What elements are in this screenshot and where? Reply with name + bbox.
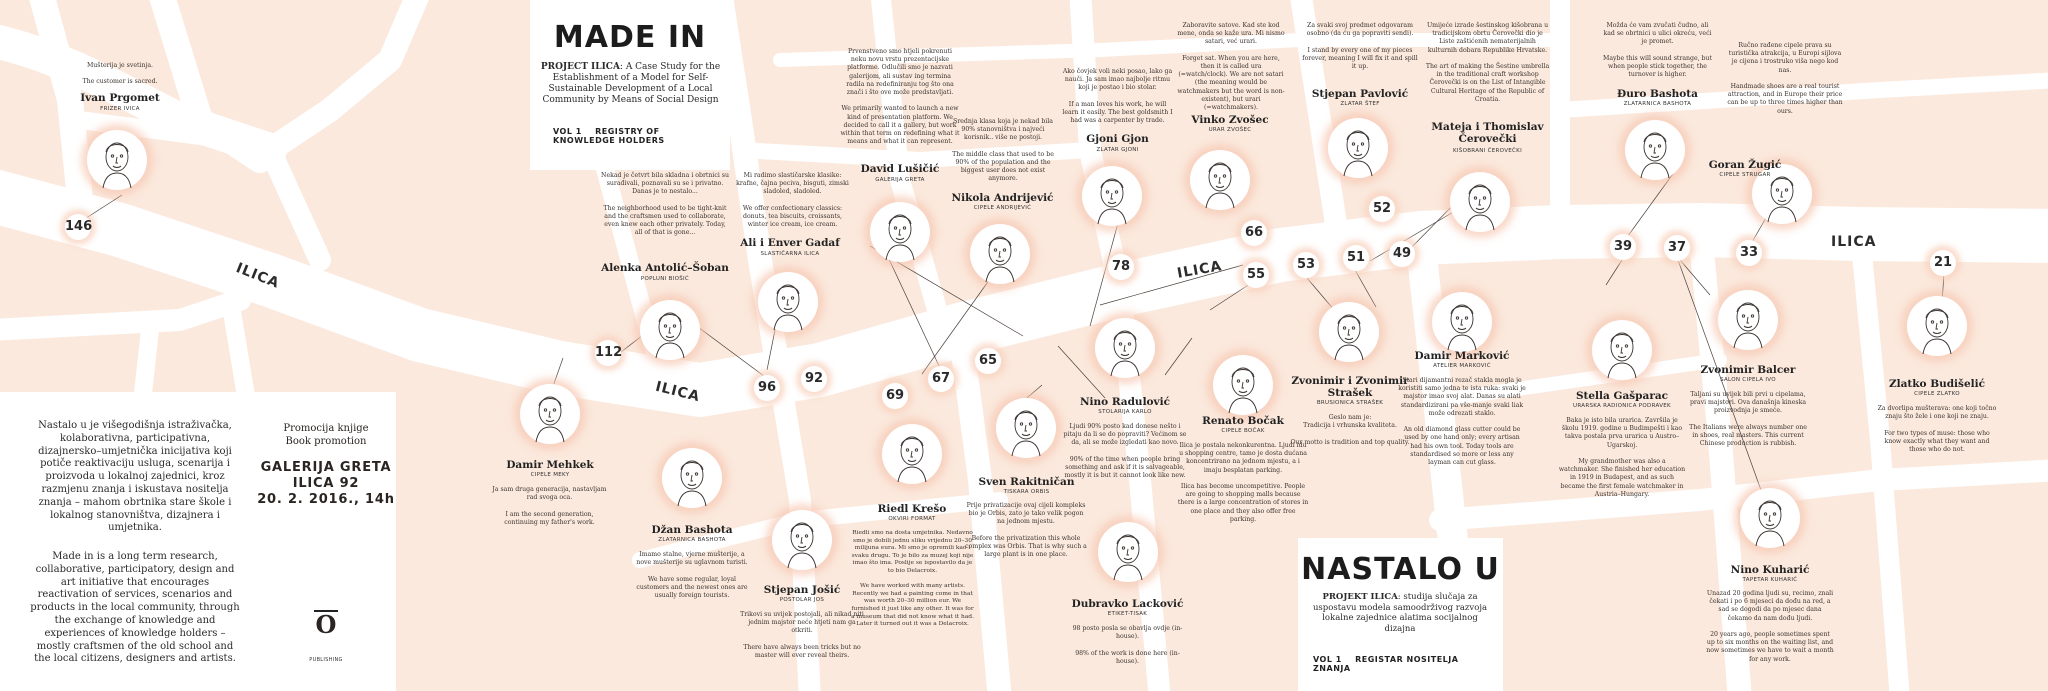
quote-nikola-andrijevic: Srednja klasa koja je nekad bila 90% stanovništva i najveći korisnik.. više ne postoji. The middle class that used to be 90% of the population and the biggest user does not exist anymore. [952,118,1054,183]
name-damir-mehkek: Damir Mehkek [506,459,594,471]
name-sven-rakitnican: Sven Rakitničan [978,476,1075,488]
face-drawing-icon [1082,166,1142,226]
footer-project-lead: PROJEKT ILICA [1322,592,1398,602]
house-number-marker: 33 [1736,240,1762,266]
shop-strasek: BRUSIONICA STRAŠEK [1316,400,1384,406]
name-gjoni-gjon: Gjoni Gjon [1086,133,1149,145]
house-number-marker: 39 [1610,234,1636,260]
name-zlatko-budiselic: Zlatko Budišelić [1888,378,1986,390]
quote-sven-rakitnican: Prije privatizacije ovaj cijeli kompleks bio je Orbis, zato je tako velik pogon na jednom mjestu. Before the privatization this whole complex was Orbis. That is why such a large plant is in one place. [965,502,1087,559]
face-drawing-icon [1319,302,1379,362]
footer-title: NASTALO U [1301,552,1500,587]
name-vinko-zvosec: Vinko Zvošec [1191,114,1269,126]
face-drawing-icon [1190,150,1250,210]
face-drawing-icon [1625,120,1685,180]
name-cerovecki: Mateja i Thomislav Čerovečki [1431,121,1544,145]
name-ali-enver-gadaf: Ali i Enver Gadaf [740,237,840,249]
shop-dzan-bashota: ZLATARNICA BASHOTA [658,537,726,543]
face-drawing-icon [1740,488,1800,548]
quote-stella-gasparac: Baka je isto bila urarica. Završila je školu 1919. godine u Budimpešti i kao takva postala prva urarica u Austro–Ugarskoj. My grandmother was also a watchmaker. She finished her education in 1919 in Budapest, and as such became the first female watchmaker in Austria–Hungary. [1558,417,1686,498]
portrait-renato-bocak [1213,355,1273,415]
publisher-name: PUBLISHING [309,657,343,663]
header-volume [553,127,723,145]
page-title: MADE IN [553,20,707,55]
name-dzan-bashota: Džan Bashota [651,524,733,536]
shop-zlatko-budiselic: CIPELE ZLATKO [1914,391,1960,397]
quote-zvonimir-balcer: Taljani su uvijek bili prvi u cipelama, pravi majstori. Ova današnja kineska proizvodnja je smeće. The Italians were always number one in shoes, real masters. This current Chinese production is rubbish. [1689,391,1807,448]
name-dubravko-lackovic: Dubravko Lacković [1071,598,1184,610]
shop-vinko-zvosec: URAR ZVOŠEC [1208,127,1252,133]
face-drawing-icon [640,300,700,360]
portrait-stjepan-josic [772,510,832,570]
shop-renato-bocak: CIPELE BOČAK [1221,428,1265,434]
name-strasek: Zvonimir i Zvonimir Strašek [1291,375,1409,399]
portrait-duro-bashota [1625,120,1685,180]
name-damir-markovic: Damir Marković [1414,350,1510,362]
portrait-zvonimir-balcer [1718,290,1778,350]
shop-nino-radulovic: STOLARIJA KARLO [1098,409,1152,415]
quote-stjepan-josic: Trikovi su uvijek postojali, ali nikad niti jednim majstor neće htjeti nam ga otkriti. There have always been tricks but no master will ever reveal theirs. [740,611,864,660]
quote-alenka-antolic-soban: Nekad je četvrt bila skladna i obrtnici su surađivali, poznavali su se i privatno. Danas je to nestalo... The neighborhood used to be tight-knit and the craftsmen used to collaborate, even knew each other privately. Today, all of that is gone... [601,172,729,237]
portrait-strasek [1319,302,1379,362]
house-number-marker: 146 [65,214,91,240]
face-drawing-icon [662,448,722,508]
intro-english: Made in is a long term research, collaborative, participatory, design and art initiative that encourages reactivation of services, scenarios and products in the local community, through the exchange of knowledge and experiences of knowledge holders – mostly craftsmen of the old school and the local citizens, designers and artists. [30,551,240,665]
portrait-ali-enver-gadaf [758,272,818,332]
portrait-ivan-prgomet [87,130,147,190]
face-drawing-icon [1095,318,1155,378]
name-stella-gasparac: Stella Gašparac [1575,390,1669,402]
portrait-gjoni-gjon [1082,166,1142,226]
face-drawing-icon [882,424,942,484]
face-drawing-icon [1328,118,1388,178]
face-drawing-icon [1592,320,1652,380]
face-drawing-icon [758,272,818,332]
house-number-marker: 53 [1293,252,1319,278]
portrait-riedl-kreso [882,424,942,484]
street-label-ilica: ILICA [653,378,702,406]
house-number-marker: 78 [1108,254,1134,280]
shop-goran-zugic: CIPELE STRUGAR [1719,172,1771,178]
portrait-stjepan-pavlovic [1328,118,1388,178]
promo-label-hr: Promocija knjige [283,423,369,434]
portrait-stella-gasparac [1592,320,1652,380]
house-number-marker: 52 [1369,196,1395,222]
name-nino-kuharic: Nino Kuharić [1730,564,1810,576]
name-nikola-andrijevic: Nikola Andrijević [951,192,1054,204]
face-drawing-icon [520,384,580,444]
quote-nino-radulovic: Ljudi 90% posto kad donese nešto i pitaju da li se do popraviti? Većinom se da, ali se može izgledati kao novo. 90% of the time when people bring something and ask if it is salvageable, mostly it is but it cannot look like new. [1063,423,1187,480]
shop-david-lusicic: GALERIJA GRETA [875,177,925,183]
house-number-marker: 55 [1243,262,1269,288]
portrait-david-lusicic [870,202,930,262]
name-zvonimir-balcer: Zvonimir Balcer [1700,364,1796,376]
house-number-marker: 69 [882,383,908,409]
shop-ali-enver-gadaf: SLASTIČARNA ILICA [760,251,820,257]
quote-cerovecki: Umijeće izrade šestinskog kišobrana u tradicijskom obrtu Čerovečki dio je Liste zaštićenih nematerijalnih kulturnih dobara Republike Hrvatske. The art of making the Šestine umbrella in the traditional craft workshop Čerovečki is on the List of Intangible Cultural Heritage of the Republic of Croatia. [1425,22,1550,103]
face-drawing-icon [870,202,930,262]
quote-ali-enver-gadaf: Mi radimo slastičarske klasike: krafne, čajna peciva, bisguti, zimski sladoled, sladoled. We offer confectionary classics: donuts, tea biscuits, croissants, winter ice cream, ice cream. [736,172,849,229]
face-drawing-icon [1213,355,1273,415]
face-drawing-icon [1098,522,1158,582]
intro-croatian: Nastalo u je višegodišnja istraživačka, kolaborativna, participativna, dizajnersko–umjetnička inicijativa koji potiče reaktivaciju usluga, scenarija i proizvoda u lokalnoj zajednici, kroz razmjenu znanja i iskustava nositelja znanja – mahom obrtnika stare škole i lokalnog stanovništva, dizajnera i umjetnika. [38,420,232,534]
publisher-logo [314,610,338,638]
shop-riedl-kreso: OKVIRI FORMAT [888,516,936,522]
face-drawing-icon [1450,172,1510,232]
quote-vinko-zvosec: Zaboravite satove. Kad ste kod mene, onda se kaže ura. Mi nismo satari, već urari. Forget sat. When you are here, then it is called ura (=watch/clock). We are not satari (the meaning would be watchmakers but the word is non-existent), but urari (=watchmakers). [1177,22,1285,112]
portrait-sven-rakitnican [996,398,1056,458]
house-number-marker: 37 [1664,235,1690,261]
house-number-marker: 67 [928,366,954,392]
name-duro-bashota: Đuro Bashota [1617,88,1698,100]
portrait-zlatko-budiselic [1907,296,1967,356]
street-label-ilica: ILICA [1831,234,1877,250]
header-project-text: : A Case Study for the Establishment of a Model for Self-Sustainable Development of a Local Community by Means of Social Design [542,62,721,105]
portrait-alenka-antolic-soban [640,300,700,360]
name-stjepan-josic: Stjepan Jošić [763,584,841,596]
name-riedl-kreso: Riedl Krešo [877,503,947,515]
quote-dubravko-lackovic: 98 posto posla se obavlja ovdje (in-house). 98% of the work is done here (in-house). [1072,625,1183,665]
shop-ivan-prgomet: FRIZER IVICA [100,106,140,112]
promo-venue: GALERIJA GRETA [260,460,392,475]
portrait-dzan-bashota [662,448,722,508]
shop-stjepan-josic: POSTOLAR JOS [779,597,825,603]
promo-address: ILICA 92 [292,476,360,491]
street-label-ilica: ILICA [1175,258,1224,282]
house-number-marker: 51 [1343,245,1369,271]
portrait-dubravko-lackovic [1098,522,1158,582]
portrait-vinko-zvosec [1190,150,1250,210]
footer-volume-title: REGISTAR NOSITELJA ZNANJA [1313,655,1459,673]
house-number-marker: 92 [801,366,827,392]
house-number-marker: 21 [1930,250,1956,276]
name-goran-zugic-main: Goran Žugić [1708,159,1782,171]
shop-cerovecki: KIŠOBRANI ČEROVEČKI [1452,148,1523,154]
quote-zlatko-budiselic: Za dvorlipa mušterava: one koji točno znaju što žele i one koji ne znaju. For two types of muse: those who know exactly what they want and those who do not. [1877,405,1997,454]
portrait-cerovecki [1450,172,1510,232]
quote-nino-kuharic: Unazad 20 godina ljudi su, recimo, znali čekati i po 6 mjeseci da dođu na red, a sad se dogodi da po mjesec dana čekamo da nam dođu ljudi. 20 years ago, people sometimes spent up to six months on the waiting list, and now sometimes we have to wait a month for any work. [1706,590,1834,663]
footer-project-text: : studija slučaja za uspostavu modela samoodrživog razvoja lokalne zajednice alatima socijalnog dizajna [1312,592,1488,634]
shop-damir-mehkek: CIPELE MEKY [530,472,570,478]
header-project-lead: PROJECT ILICA [540,62,620,72]
name-renato-bocak: Renato Bočak [1202,415,1284,427]
footer-volume [1313,655,1498,673]
promo-label-en: Book promotion [285,436,367,447]
portrait-nino-kuharic [1740,488,1800,548]
portrait-nino-radulovic [1095,318,1155,378]
quote-riedl-kreso: Riedli smo na dosta umjetnika. Nedavno smo je dobili jednu sliku vrijednu 20–30 milijuna eura. Mi smo je opremili kao i svaku drugu. To je bilo za muzej koji nije imao što ima. Poslije se ispostavilo da je to bio Delacroix. We have worked with many artists. Recently we had a painting come in that was worth 20–30 million eur. We furnished it just like any other. It was for a museum that did not know what it had. Later it turned out it was a Delacroix. [851,530,974,628]
quote-david-lusicic: Prvenstveno smo htjeli pokrenuti neku novu vrstu prezentacijske platforme. Odlučili smo je nazvati galerijom, ali sustav ing termina radila na redefiniranju tog što ona znači i što ove može predstavljati. We primarily wanted to launch a new kind of presentation platform. We decided to call it a gallery, but work within that term on redefining what it means and what it can represent. [840,48,960,146]
shop-stjepan-pavlovic: ZLATAR ŠTEF [1340,101,1380,107]
publisher-logo-icon: O [315,610,337,639]
header-volume-number: VOL 1 [553,127,582,136]
name-david-lusicic: David Lušičić [860,163,940,175]
quote-duro-bashota: Možda će vam zvučati čudno, ali kad se obrtnici u ulici okreću, veći je promet. Maybe this will sound strange, but when people stick together, the turnover is higher. [1603,22,1712,79]
shop-alenka-antolic-soban: POPLUNI BIOŠIĆ [640,276,690,282]
shop-nikola-andrijevic: CIPELE ANDRIJEVIĆ [973,205,1032,211]
face-drawing-icon [996,398,1056,458]
name-ivan-prgomet: Ivan Prgomet [80,92,160,104]
face-drawing-icon [1432,292,1492,352]
shop-duro-bashota: ZLATARNICA BASHOTA [1623,101,1692,107]
face-drawing-icon [970,224,1030,284]
house-number-marker: 66 [1241,220,1267,246]
name-alenka-antolic-soban: Alenka Antolić–Šoban [601,262,729,274]
quote-dzan-bashota: Imamo stalne, vjerne mušterije, a nove mušterije su uglavnom turisti. We have some regular, loyal customers and the newest ones are usually foreign tourists. [636,551,748,600]
portrait-damir-mehkek [520,384,580,444]
quote-stjepan-pavlovic: Za svaki svoj predmet odgovaram osobno (da ću ga popraviti sendi). I stand by every one of my pieces forever, meaning I will fix it and spill it up. [1302,22,1418,71]
quote-strasek: Geslo nam je: Tradicija i vrhunska kvaliteta. Our motto is tradition and top quality. [1290,414,1410,446]
face-drawing-icon [87,130,147,190]
portrait-nikola-andrijevic [970,224,1030,284]
face-drawing-icon [1907,296,1967,356]
street-label-ilica: ILICA [233,260,282,292]
quote-damir-mehkek: Ja sam druga generacija, nastavljam rad svoga oca. I am the second generation, continuing my father's work. [492,486,607,526]
house-number-marker: 65 [975,348,1001,374]
quote-ivan-prgomet: Mušterija je svetinja. The customer is sacred. [82,62,158,86]
face-drawing-icon [772,510,832,570]
footer-volume-number: VOL 1 [1313,655,1342,664]
quote-damir-markovic: Stari dijamantni rezač stakla mogla je koristiti samo jedna te ista ruka: svaki je majstor imao svoj alat. Danas su alati standardizirani pa vše-manje svaki liak može odrezati staklo. An old diamond glass cutter could be used by one hand only; every artisan had his own tool. Today tools are standardised so more or less any layman can cut glass. [1398,377,1526,467]
house-number-marker: 96 [754,375,780,401]
shop-dubravko-lackovic: ETIKET-TISAK [1107,611,1148,617]
header-project [538,62,723,106]
shop-nino-kuharic: TAPETAR KUHARIĆ [1742,577,1798,583]
shop-stella-gasparac: URARSKA RADIONICA PODRAVEK [1573,403,1671,409]
footer-project [1310,592,1490,634]
header-volume-title: REGISTRY OF KNOWLEDGE HOLDERS [553,127,665,145]
house-number-marker: 112 [595,340,621,366]
quote-goran-zugic: Ručno rađene cipele prava su turistička atrakcija, u Europi sijlova je cijena i trostruko viša nego kod nas. Handmade shoes are a real tourist attraction, and in Europe their price can be up to three times higher than ours. [1727,42,1843,115]
shop-gjoni-gjon: ZLATAR GJONI [1096,147,1139,153]
portrait-damir-markovic [1432,292,1492,352]
quote-gjoni-gjon: Ako čovjek voli neki posao, lako ga nauči. Ja sam imao najbolje ritmu koji je postao i bio stolar. If a man loves his work, he will learn it easily. The best goldsmith I had was a carpenter by trade. [1062,68,1173,125]
house-number-marker: 49 [1389,241,1415,267]
name-nino-radulovic: Nino Radulović [1079,396,1171,408]
shop-zvonimir-balcer: SALON CIPELA IVO [1720,377,1776,383]
name-stjepan-pavlovic: Stjepan Pavlović [1311,88,1409,100]
promo-datetime: 20. 2. 2016., 14h [257,492,395,507]
shop-damir-markovic: ATELIER MARKOVIĆ [1433,363,1491,369]
quote-renato-bocak: Ilica je postala nekonkurentna. Ljudi idu u shopping centre, tamo je dosta dućana koncentrirano na jednom mjestu, a i imaju besplatan parking. Ilica has become uncompetitive. People are going to shopping malls because there is a large concentration of stores in one place and they also offer free parking. [1177,442,1309,523]
face-drawing-icon [1718,290,1778,350]
shop-sven-rakitnican: TISKARA ORBIS [1003,489,1050,495]
